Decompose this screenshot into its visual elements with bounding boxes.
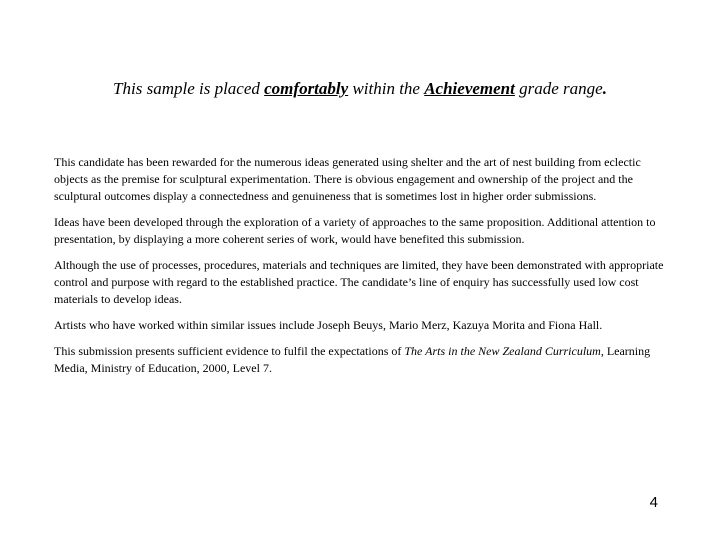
- curriculum-title: The Arts in the New Zealand Curriculum: [404, 344, 601, 358]
- emphasis-achievement: Achievement: [424, 79, 515, 98]
- assessment-commentary: [54, 154, 666, 386]
- paragraph-curriculum: [54, 343, 666, 377]
- curriculum-text-before: This submission presents sufficient evidence to fulfil the expectations of: [54, 344, 405, 358]
- curriculum-text-after: , Learning Media, Ministry of Education, 2000, Level 7.: [54, 344, 651, 375]
- grade-statement: [0, 78, 720, 100]
- paragraph-artists: Artists who have worked within similar issues include Joseph Beuys, Mario Merz, Kazuya Morita and Fiona Hall.: [54, 318, 603, 332]
- paragraph-processes: Although the use of processes, procedures, materials and techniques are limited, they have been demonstrated with appropriate control and purpose with regard to the established practice. The candidate’s line of enquiry has successfully used low cost materials to develop ideas.: [54, 258, 664, 306]
- paragraph-development: Ideas have been developed through the exploration of a variety of approaches to the same proposition. Additional attention to presentation, by displaying a more coherent series of work, would have benefited this submission.: [54, 215, 656, 246]
- grade-statement-text-1: This sample is placed: [113, 79, 265, 98]
- paragraph-ideas: This candidate has been rewarded for the numerous ideas generated using shelter and the art of nest building from eclectic objects as the premise for sculptural experimentation. There is obvious engagement and ownership of the project and the sculptural outcomes display a connectedness and genuineness that is sometimes lost in higher order submissions.: [54, 155, 641, 203]
- grade-statement-text-2: within the: [348, 79, 425, 98]
- emphasis-comfortably: comfortably: [264, 79, 349, 98]
- page-number: 4: [649, 494, 658, 511]
- grade-statement-period: .: [602, 79, 607, 98]
- grade-statement-text-3: grade range: [514, 79, 603, 98]
